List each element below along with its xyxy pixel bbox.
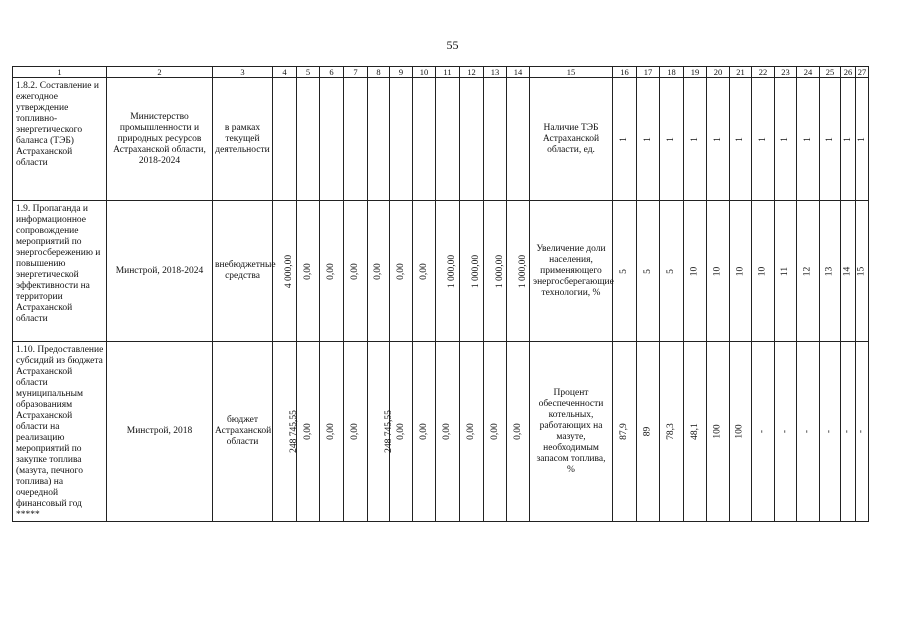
indicator-value-cell: 48,1	[684, 342, 707, 522]
indicator-value-cell: 11	[775, 201, 797, 342]
finance-cell: 248 745,55	[273, 342, 297, 522]
indicator-value-cell: 1	[684, 78, 707, 201]
header-cell: 18	[660, 67, 684, 78]
finance-cell: 248 745,55	[368, 342, 390, 522]
header-cell: 7	[344, 67, 368, 78]
header-cell: 14	[507, 67, 530, 78]
header-cell: 6	[320, 67, 344, 78]
indicator-cell: Наличие ТЭБ Астраханской области, ед.	[530, 78, 613, 201]
finance-cell	[507, 78, 530, 201]
table-row	[13, 342, 869, 522]
source-cell: бюджет Астраханской области	[213, 342, 273, 522]
indicator-value-cell: 10	[730, 201, 752, 342]
indicator-value-cell: -	[775, 342, 797, 522]
finance-cell	[344, 78, 368, 201]
indicator-value-cell: -	[820, 342, 841, 522]
indicator-value-cell: 15	[856, 201, 869, 342]
finance-cell: 4 000,00	[273, 201, 297, 342]
indicator-value-cell: 1	[660, 78, 684, 201]
finance-cell: 0,00	[297, 342, 320, 522]
header-cell: 22	[752, 67, 775, 78]
header-cell: 25	[820, 67, 841, 78]
indicator-cell: Процент обеспеченности котельных, работающих на мазуте, необходимым запасом топлива, %	[530, 342, 613, 522]
finance-cell: 0,00	[507, 342, 530, 522]
program-table	[12, 66, 869, 522]
finance-cell: 0,00	[368, 201, 390, 342]
finance-cell: 0,00	[436, 342, 460, 522]
indicator-value-cell: 1	[730, 78, 752, 201]
indicator-value-cell: 89	[637, 342, 660, 522]
measure-cell: 1.10. Предоставление субсидий из бюджета Астраханской области муниципальным образованиям Астраханской области на реализацию мероприятий по закупке топлива (мазута, печного топлива) на очередной финансовый год *****	[13, 342, 107, 522]
indicator-value-cell: 1	[637, 78, 660, 201]
header-cell: 1	[13, 67, 107, 78]
header-cell: 16	[613, 67, 637, 78]
finance-cell	[297, 78, 320, 201]
header-cell: 23	[775, 67, 797, 78]
indicator-value-cell: 100	[730, 342, 752, 522]
executor-cell: Министерство промышленности и природных ресурсов Астраханской области, 2018-2024	[107, 78, 213, 201]
source-cell: в рамках текущей деятельности	[213, 78, 273, 201]
header-cell: 20	[707, 67, 730, 78]
header-cell: 26	[841, 67, 856, 78]
finance-cell	[413, 78, 436, 201]
header-cell: 11	[436, 67, 460, 78]
indicator-value-cell: 1	[752, 78, 775, 201]
finance-cell: 0,00	[320, 342, 344, 522]
finance-cell	[484, 78, 507, 201]
finance-cell: 1 000,00	[436, 201, 460, 342]
indicator-value-cell: 78,3	[660, 342, 684, 522]
indicator-value-cell: 13	[820, 201, 841, 342]
header-cell: 12	[460, 67, 484, 78]
indicator-value-cell: 100	[707, 342, 730, 522]
finance-cell: 0,00	[297, 201, 320, 342]
header-cell: 3	[213, 67, 273, 78]
indicator-value-cell: -	[752, 342, 775, 522]
header-cell: 4	[273, 67, 297, 78]
measure-cell: 1.8.2. Составление и ежегодное утверждение топливно-энергетического баланса (ТЭБ) Астраханской области	[13, 78, 107, 201]
finance-cell: 1 000,00	[484, 201, 507, 342]
indicator-value-cell: 1	[820, 78, 841, 201]
finance-cell: 0,00	[390, 201, 413, 342]
indicator-value-cell: 1	[775, 78, 797, 201]
indicator-value-cell: 87,9	[613, 342, 637, 522]
table-row	[13, 201, 869, 342]
indicator-value-cell: 5	[660, 201, 684, 342]
indicator-value-cell: -	[841, 342, 856, 522]
finance-cell: 0,00	[390, 342, 413, 522]
header-cell: 2	[107, 67, 213, 78]
finance-cell: 1 000,00	[507, 201, 530, 342]
executor-cell: Минстрой, 2018-2024	[107, 201, 213, 342]
measure-cell: 1.9. Пропаганда и информационное сопровождение мероприятий по энергосбережению и повышению энергетической эффективности на территории Астраханской области	[13, 201, 107, 342]
indicator-value-cell: -	[856, 342, 869, 522]
indicator-value-cell: 12	[797, 201, 820, 342]
header-cell: 15	[530, 67, 613, 78]
header-cell: 27	[856, 67, 869, 78]
finance-cell: 0,00	[413, 201, 436, 342]
page-number: 55	[446, 38, 459, 52]
finance-cell	[460, 78, 484, 201]
indicator-value-cell: 5	[637, 201, 660, 342]
source-cell: внебюджетные средства	[213, 201, 273, 342]
finance-cell	[436, 78, 460, 201]
header-cell: 21	[730, 67, 752, 78]
finance-cell: 0,00	[413, 342, 436, 522]
header-cell: 13	[484, 67, 507, 78]
finance-cell: 0,00	[460, 342, 484, 522]
header-cell: 19	[684, 67, 707, 78]
indicator-value-cell: 1	[797, 78, 820, 201]
finance-cell: 0,00	[344, 342, 368, 522]
finance-cell: 0,00	[320, 201, 344, 342]
executor-cell: Минстрой, 2018	[107, 342, 213, 522]
header-cell: 9	[390, 67, 413, 78]
finance-cell	[273, 78, 297, 201]
column-number-header	[13, 67, 869, 78]
indicator-value-cell: 10	[707, 201, 730, 342]
indicator-value-cell: -	[797, 342, 820, 522]
header-cell: 24	[797, 67, 820, 78]
indicator-value-cell: 1	[707, 78, 730, 201]
indicator-value-cell: 1	[856, 78, 869, 201]
indicator-value-cell: 10	[752, 201, 775, 342]
finance-cell: 0,00	[344, 201, 368, 342]
header-cell: 5	[297, 67, 320, 78]
indicator-value-cell: 5	[613, 201, 637, 342]
header-cell: 8	[368, 67, 390, 78]
indicator-value-cell: 10	[684, 201, 707, 342]
indicator-cell: Увеличение доли населения, применяющего энергосберегающие технологии, %	[530, 201, 613, 342]
table-row	[13, 78, 869, 201]
finance-cell	[390, 78, 413, 201]
finance-cell	[320, 78, 344, 201]
finance-cell	[368, 78, 390, 201]
header-cell: 17	[637, 67, 660, 78]
indicator-value-cell: 1	[841, 78, 856, 201]
finance-cell: 0,00	[484, 342, 507, 522]
finance-cell: 1 000,00	[460, 201, 484, 342]
indicator-value-cell: 1	[613, 78, 637, 201]
indicator-value-cell: 14	[841, 201, 856, 342]
header-cell: 10	[413, 67, 436, 78]
